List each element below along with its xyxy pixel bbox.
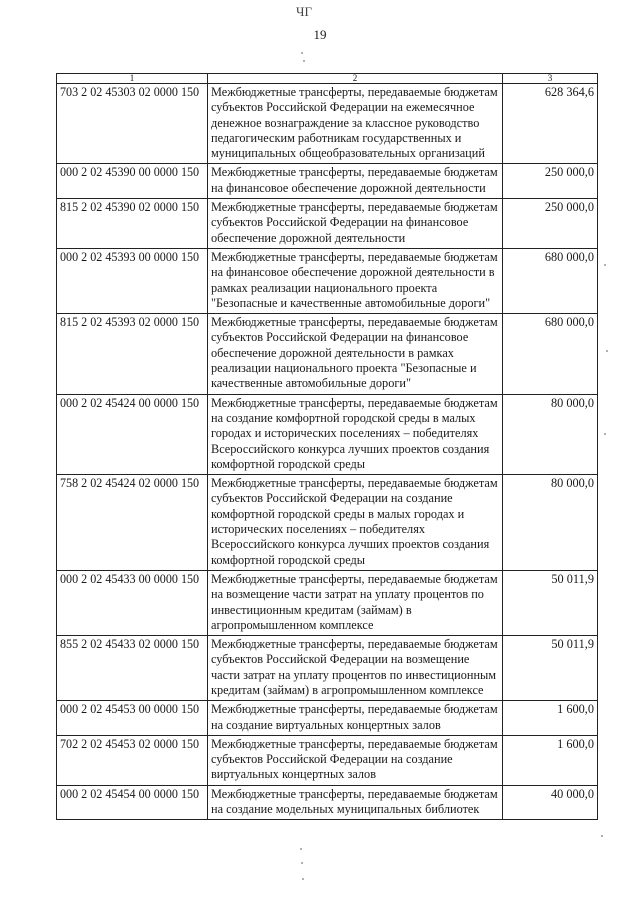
code-cell: 000 2 02 45390 00 0000 150	[57, 164, 208, 199]
description-cell: Межбюджетные трансферты, передаваемые бюджетам субъектов Российской Федерации на создание виртуальных концертных залов	[208, 735, 503, 785]
description-cell: Межбюджетные трансферты, передаваемые бюджетам на возмещение части затрат на уплату процентов по инвестиционным кредитам (займам) в агропромышленном комплексе	[208, 570, 503, 635]
description-cell: Межбюджетные трансферты, передаваемые бюджетам субъектов Российской Федерации на ежемесячное денежное вознаграждение за классное руководство педагогическим работникам государственных и муниципальных общеобразовательных организаций	[208, 84, 503, 164]
budget-table	[56, 73, 598, 820]
table-row	[57, 701, 598, 736]
description-cell: Межбюджетные трансферты, передаваемые бюджетам на создание комфортной городской среды в малых городах и исторических поселениях – победителях Всероссийского конкурса лучших проектов создания комфортной городской среды	[208, 394, 503, 474]
amount-cell: 680 000,0	[503, 248, 598, 313]
amount-cell: 250 000,0	[503, 164, 598, 199]
description-cell: Межбюджетные трансферты, передаваемые бюджетам на создание модельных муниципальных библиотек	[208, 785, 503, 820]
amount-cell: 628 364,6	[503, 84, 598, 164]
amount-cell: 50 011,9	[503, 570, 598, 635]
scan-speck	[300, 848, 302, 850]
scan-speck	[301, 52, 303, 54]
description-cell: Межбюджетные трансферты, передаваемые бюджетам на финансовое обеспечение дорожной деятельности	[208, 164, 503, 199]
description-cell: Межбюджетные трансферты, передаваемые бюджетам субъектов Российской Федерации на создание комфортной городской среды в малых городах и исторических поселениях – победителях Всероссийского конкурса лучших проектов создания комфортной городской среды	[208, 475, 503, 571]
table-row	[57, 164, 598, 199]
table-row	[57, 475, 598, 571]
code-cell: 815 2 02 45393 02 0000 150	[57, 314, 208, 394]
table-row	[57, 314, 598, 394]
scan-speck	[604, 264, 606, 266]
scan-speck	[302, 878, 304, 880]
table-row	[57, 394, 598, 474]
table-row	[57, 735, 598, 785]
code-cell: 000 2 02 45424 00 0000 150	[57, 394, 208, 474]
amount-cell: 1 600,0	[503, 701, 598, 736]
scan-speck	[604, 433, 606, 435]
code-cell: 000 2 02 45454 00 0000 150	[57, 785, 208, 820]
column-number-2: 2	[208, 74, 503, 84]
description-cell: Межбюджетные трансферты, передаваемые бюджетам субъектов Российской Федерации на возмещение части затрат на уплату процентов по инвестиционным кредитам (займам) в агропромышленном комплексе	[208, 636, 503, 701]
column-number-1: 1	[57, 74, 208, 84]
code-cell: 000 2 02 45433 00 0000 150	[57, 570, 208, 635]
amount-cell: 80 000,0	[503, 394, 598, 474]
scan-speck	[303, 60, 305, 62]
code-cell: 000 2 02 45393 00 0000 150	[57, 248, 208, 313]
table-body	[57, 84, 598, 820]
column-number-3: 3	[503, 74, 598, 84]
description-cell: Межбюджетные трансферты, передаваемые бюджетам субъектов Российской Федерации на финансовое обеспечение дорожной деятельности в рамках реализации национального проекта "Безопасные и качественные автомобильные дороги"	[208, 314, 503, 394]
table-row	[57, 248, 598, 313]
code-cell: 758 2 02 45424 02 0000 150	[57, 475, 208, 571]
code-cell: 703 2 02 45303 02 0000 150	[57, 84, 208, 164]
description-cell: Межбюджетные трансферты, передаваемые бюджетам на создание виртуальных концертных залов	[208, 701, 503, 736]
scan-speck	[606, 350, 608, 352]
amount-cell: 680 000,0	[503, 314, 598, 394]
handwritten-stamp-mark: ЧГ	[296, 4, 312, 19]
amount-cell: 80 000,0	[503, 475, 598, 571]
description-cell: Межбюджетные трансферты, передаваемые бюджетам на финансовое обеспечение дорожной деятельности в рамках реализации национального проекта "Безопасные и качественные автомобильные дороги"	[208, 248, 503, 313]
amount-cell: 1 600,0	[503, 735, 598, 785]
code-cell: 855 2 02 45433 02 0000 150	[57, 636, 208, 701]
scan-speck	[301, 862, 303, 864]
page-number: 19	[313, 27, 327, 42]
table-row	[57, 636, 598, 701]
amount-cell: 250 000,0	[503, 199, 598, 249]
scan-speck	[601, 835, 603, 837]
amount-cell: 50 011,9	[503, 636, 598, 701]
code-cell: 000 2 02 45453 00 0000 150	[57, 701, 208, 736]
column-number-row	[57, 74, 598, 84]
table-row	[57, 84, 598, 164]
code-cell: 815 2 02 45390 02 0000 150	[57, 199, 208, 249]
table-row	[57, 199, 598, 249]
amount-cell: 40 000,0	[503, 785, 598, 820]
table-row	[57, 785, 598, 820]
description-cell: Межбюджетные трансферты, передаваемые бюджетам субъектов Российской Федерации на финансовое обеспечение дорожной деятельности	[208, 199, 503, 249]
code-cell: 702 2 02 45453 02 0000 150	[57, 735, 208, 785]
table-row	[57, 570, 598, 635]
